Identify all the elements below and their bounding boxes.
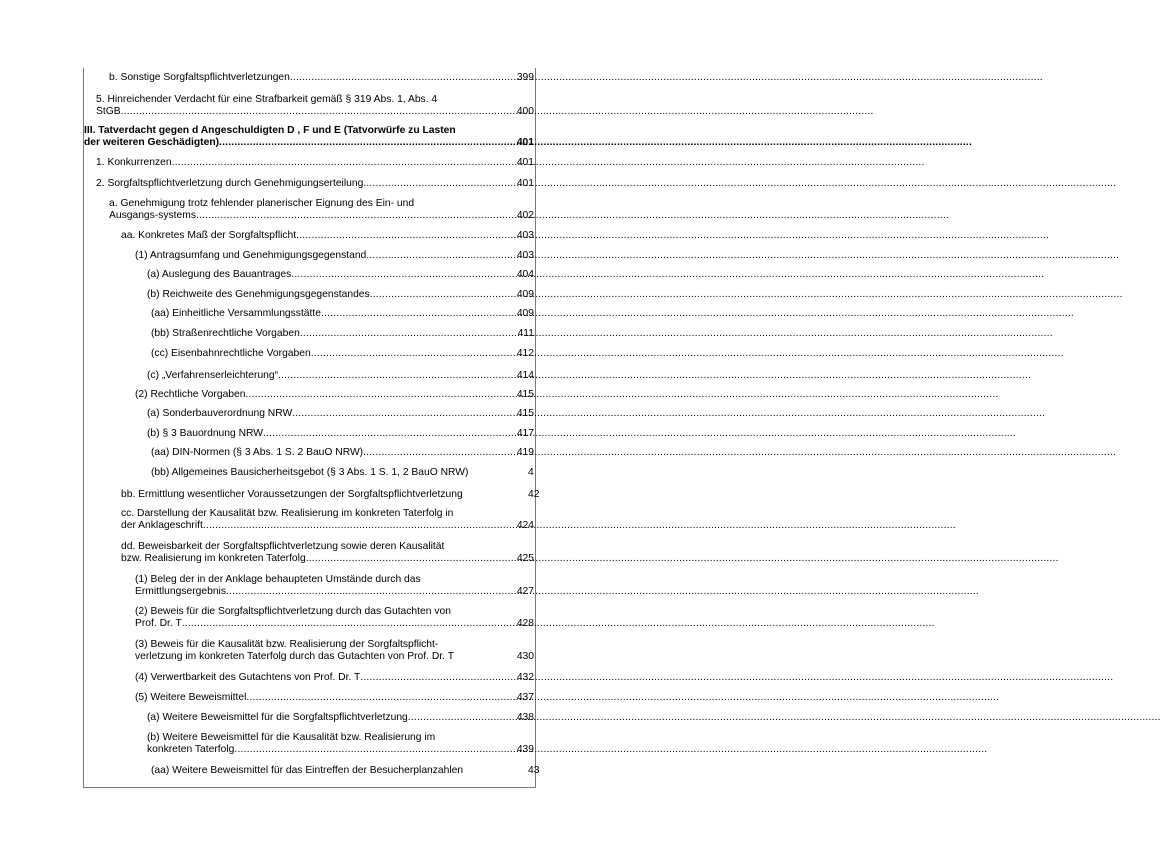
toc-entry-text: (1) Beleg der in der Anklage behaupteten Umstände durch das: [135, 574, 421, 585]
toc-entry-text-cont: StGB: [96, 106, 121, 117]
toc-entry[interactable]: [135, 250, 534, 262]
toc-entry[interactable]: [151, 447, 534, 459]
toc-entry-text: (1) Antragsumfang und Genehmigungsgegenstand: [135, 250, 367, 261]
toc-entry-text: (a) Sonderbauverordnung NRW: [147, 408, 293, 419]
toc-entry-text: (b) Reichweite des Genehmigungsgegenstandes: [147, 289, 370, 300]
dot-leader: [182, 618, 517, 630]
dot-leader: [408, 712, 517, 724]
toc-entry-page: 437: [516, 692, 534, 703]
toc-entry-text-cont: der Anklageschrift: [121, 520, 203, 531]
toc-entry-page: 424: [516, 520, 534, 531]
toc-entry[interactable]: [96, 178, 534, 190]
toc-entry-page: 417: [516, 428, 534, 439]
toc-entry[interactable]: [96, 94, 534, 118]
toc-entry[interactable]: [135, 672, 534, 684]
toc-entry-page: 401: [516, 157, 534, 168]
toc-entry[interactable]: [151, 308, 534, 320]
toc-entry-page: 401: [516, 137, 534, 148]
toc-entry[interactable]: [147, 289, 534, 301]
toc-entry[interactable]: [151, 348, 534, 360]
toc-entry[interactable]: [109, 72, 534, 84]
toc-entry[interactable]: [147, 370, 534, 382]
toc-entry[interactable]: [109, 198, 534, 222]
dot-leader: [226, 586, 517, 598]
toc-entry-heading[interactable]: [84, 125, 534, 149]
dot-leader: [360, 672, 517, 684]
dot-leader: [263, 428, 517, 440]
dot-leader: [245, 389, 516, 401]
toc-frame: [83, 68, 540, 788]
toc-entry-text: (2) Beweis für die Sorgfaltspflichtverletzung durch das Gutachten von: [135, 606, 451, 617]
toc-entry-text: III. Tatverdacht gegen d Angeschuldigten D , F und E (Tatvorwürfe zu Lasten: [84, 125, 456, 136]
toc-entry-text: (a) Auslegung des Bauantrages: [147, 269, 292, 280]
toc-entry[interactable]: [147, 732, 534, 756]
toc-entry[interactable]: [147, 712, 534, 724]
toc-entry-page: 409: [516, 289, 534, 300]
dot-leader: [219, 137, 517, 149]
toc-entry-page: 399: [516, 72, 534, 83]
toc-entry[interactable]: [147, 428, 534, 440]
toc-entry[interactable]: [96, 157, 534, 169]
toc-entry-page: 401: [516, 178, 534, 189]
toc-entry-text: (bb) Straßenrechtliche Vorgaben: [151, 328, 300, 339]
toc-entry-page: 402: [516, 210, 534, 221]
dot-leader: [172, 157, 517, 169]
dot-leader: [306, 553, 517, 565]
toc-entry-page: 414: [516, 370, 534, 381]
toc-entry-text: bb. Ermittlung wesentlicher Voraussetzungen der Sorgfaltspflichtverletzung: [121, 489, 463, 500]
toc-entry-text: (3) Beweis für die Kausalität bzw. Realisierung der Sorgfaltspflicht-: [135, 639, 439, 650]
toc-entry[interactable]: [135, 574, 534, 598]
toc-entry[interactable]: [147, 408, 534, 420]
toc-entry-page: 432: [516, 672, 534, 683]
dot-leader: [196, 210, 517, 222]
toc-entry-text: (a) Weitere Beweismittel für die Sorgfaltspflichtverletzung: [147, 712, 408, 723]
toc-entry-text: (aa) Einheitliche Versammlungsstätte: [151, 308, 321, 319]
toc-entry-page: 439: [516, 744, 534, 755]
dot-leader: [321, 308, 517, 320]
dot-leader: [296, 230, 517, 242]
toc-entry-text: (b) Weitere Beweismittel für die Kausalität bzw. Realisierung im: [147, 732, 436, 743]
dot-leader: [292, 408, 517, 420]
toc-entry-text: (b) § 3 Bauordnung NRW: [147, 428, 263, 439]
toc-entry-page: 415: [516, 408, 534, 419]
toc-entry[interactable]: [135, 389, 534, 401]
toc-entry-page: 43: [528, 765, 540, 776]
toc-entry-page: 400: [516, 106, 534, 117]
toc-entry[interactable]: [135, 639, 534, 663]
toc-entry-text: (cc) Eisenbahnrechtliche Vorgaben: [151, 348, 311, 359]
toc-entry-page: 425: [516, 553, 534, 564]
toc-entry-text: cc. Darstellung der Kausalität bzw. Realisierung im konkreten Taterfolg in: [121, 508, 454, 519]
toc-entry-text: aa. Konkretes Maß der Sorgfaltspflicht: [121, 230, 297, 241]
toc-entry-text-cont: verletzung im konkreten Taterfolg durch das Gutachten von Prof. Dr. T: [135, 651, 454, 662]
dot-leader: [278, 370, 517, 382]
toc-entry-page: 42: [528, 489, 540, 500]
toc-entry[interactable]: [135, 606, 534, 630]
dot-leader: [290, 72, 517, 84]
toc-entry-text: b. Sonstige Sorgfaltspflichtverletzungen: [109, 72, 290, 83]
toc-entry[interactable]: [151, 765, 540, 777]
toc-entry-page: 404: [516, 269, 534, 280]
toc-entry-text: a. Genehmigung trotz fehlender planerischer Eignung des Ein- und: [109, 198, 415, 209]
toc-entry-text: (4) Verwertbarkeit des Gutachtens von Prof. Dr. T: [135, 672, 361, 683]
toc-entry-page: 409: [516, 308, 534, 319]
dot-leader: [203, 520, 517, 532]
toc-entry-text: (aa) DIN-Normen (§ 3 Abs. 1 S. 2 BauO NRW): [151, 447, 364, 458]
dot-leader: [234, 744, 516, 756]
toc-entry[interactable]: [121, 508, 534, 532]
toc-entry-page: 438: [516, 712, 534, 723]
toc-entry-text-cont: Ermittlungsergebnis: [135, 586, 226, 597]
dot-leader: [291, 269, 517, 281]
toc-entry-page: 419: [516, 447, 534, 458]
dot-leader: [246, 692, 516, 704]
toc-entry-text: (bb) Allgemeines Bausicherheitsgebot (§ 3 Abs. 1 S. 1, 2 BauO NRW): [151, 467, 469, 478]
toc-entry[interactable]: [151, 328, 534, 340]
toc-entry-text-cont: bzw. Realisierung im konkreten Taterfolg: [121, 553, 306, 564]
dot-leader: [300, 328, 518, 340]
dot-leader: [121, 106, 517, 118]
dot-leader: [370, 289, 517, 301]
toc-entry-text-cont: konkreten Taterfolg: [147, 744, 235, 755]
toc-entry-text: dd. Beweisbarkeit der Sorgfaltspflichtverletzung sowie deren Kausalität: [121, 541, 445, 552]
dot-leader: [363, 178, 517, 190]
toc-entry-page: 412: [516, 348, 534, 359]
toc-entry-text: (c) „Verfahrenserleichterung“: [147, 370, 279, 381]
toc-entry-text-cont: Prof. Dr. T: [135, 618, 182, 629]
toc-entry[interactable]: [135, 692, 534, 704]
toc-entry-page: 427: [516, 586, 534, 597]
toc-entry-page: 430: [516, 651, 534, 662]
toc-entry-text: (5) Weitere Beweismittel: [135, 692, 247, 703]
toc-entry-page: 428: [516, 618, 534, 629]
toc-entry[interactable]: [147, 269, 534, 281]
toc-entry[interactable]: [121, 230, 534, 242]
dot-leader: [366, 250, 517, 262]
toc-entry-text: (aa) Weitere Beweismittel für das Eintreffen der Besucherplanzahlen: [151, 765, 464, 776]
toc-entry-page: 403: [516, 230, 534, 241]
toc-entry[interactable]: [121, 541, 534, 565]
toc-entry[interactable]: [121, 489, 540, 501]
toc-entry-text-cont: der weiteren Geschädigten): [84, 137, 220, 148]
toc-entry-page: 415: [516, 389, 534, 400]
toc-entry-text: (2) Rechtliche Vorgaben: [135, 389, 246, 400]
toc-entry[interactable]: [151, 467, 534, 479]
toc-entry-page: 4: [528, 467, 534, 478]
toc-entry-page: 411: [517, 328, 534, 339]
dot-leader: [363, 447, 517, 459]
dot-leader: [311, 348, 517, 360]
toc-entry-page: 403: [516, 250, 534, 261]
toc-entry-text-cont: Ausgangs-systems: [109, 210, 196, 221]
toc-entry-text: 1. Konkurrenzen: [96, 157, 172, 168]
toc-entry-text: 2. Sorgfaltspflichtverletzung durch Genehmigungserteilung: [96, 178, 364, 189]
toc-entry-text: 5. Hinreichender Verdacht für eine Strafbarkeit gemäß § 319 Abs. 1, Abs. 4: [96, 94, 438, 105]
